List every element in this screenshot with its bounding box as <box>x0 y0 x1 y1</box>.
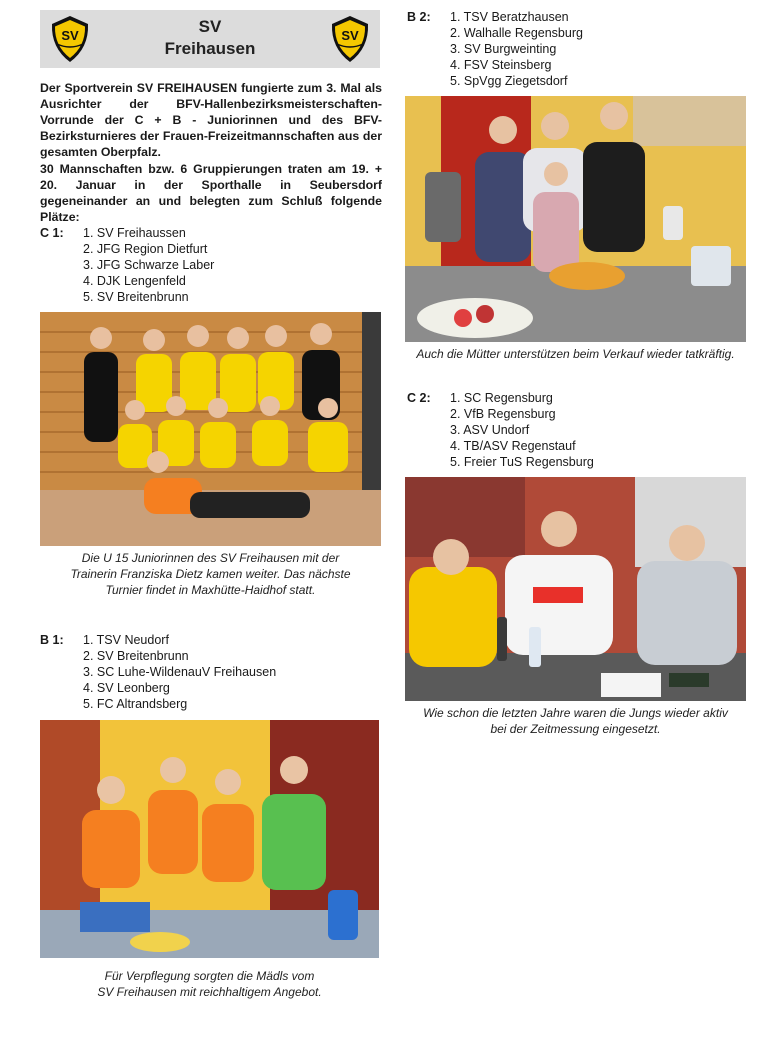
list-item: 1. SC Regensburg <box>450 391 553 405</box>
page-title-line1: SV <box>198 17 222 36</box>
group-b1-results <box>40 632 380 714</box>
caption-line: Auch die Mütter unterstützen beim Verkauf wieder tatkräftig. <box>416 347 735 361</box>
list-item: 1. SV Freihaussen <box>83 226 186 240</box>
boys-photo <box>405 477 746 701</box>
group-label: C 1: <box>40 226 64 240</box>
group-c2-results <box>407 390 747 472</box>
header-banner <box>40 10 380 68</box>
list-item: 4. SV Leonberg <box>83 681 170 695</box>
mothers-photo <box>405 96 746 342</box>
girls-photo-caption <box>40 968 379 1000</box>
caption-line: Für Verpflegung sorgten die Mädls vom <box>104 969 315 983</box>
caption-line: SV Freihausen mit reichhaltigem Angebot. <box>97 985 322 999</box>
caption-line: Wie schon die letzten Jahre waren die Jungs wieder aktiv <box>423 706 728 720</box>
group-b2-results <box>407 9 747 91</box>
girls-photo <box>40 720 379 958</box>
club-crest-icon <box>48 14 92 64</box>
caption-line: Die U 15 Juniorinnen des SV Freihausen mit der <box>81 551 340 565</box>
club-crest-icon <box>328 14 372 64</box>
list-item: 5. SpVgg Ziegetsdorf <box>450 74 568 88</box>
page-title-line2: Freihausen <box>164 39 256 58</box>
standings-list <box>83 225 214 305</box>
list-item: 3. ASV Undorf <box>450 423 530 437</box>
crest-text: SV <box>341 28 359 43</box>
list-item: 2. VfB Regensburg <box>450 407 556 421</box>
group-label: B 2: <box>407 10 431 24</box>
list-item: 2. Walhalle Regensburg <box>450 26 583 40</box>
caption-line: Turnier findet in Maxhütte-Haidhof statt. <box>105 583 316 597</box>
standings-list <box>83 632 276 712</box>
standings-list <box>450 390 594 470</box>
list-item: 5. FC Altrandsberg <box>83 697 188 711</box>
standings-list <box>450 9 583 89</box>
list-item: 3. SV Burgweinting <box>450 42 557 56</box>
intro-text <box>40 80 382 225</box>
list-item: 2. JFG Region Dietfurt <box>83 242 208 256</box>
list-item: 4. FSV Steinsberg <box>450 58 552 72</box>
intro-paragraph-1: Der Sportverein SV FREIHAUSEN fungierte zum 3. Mal als Ausrichter der BFV-Hallenbezirksmeisterschaften-Vorrunde der C + B - Juniorinnen und des BFV-Bezirksturnieres der Frauen-Freizeitmannschaften aus der gesamten Oberpfalz. <box>40 81 382 159</box>
boys-photo-caption <box>405 705 746 737</box>
list-item: 3. JFG Schwarze Laber <box>83 258 215 272</box>
team-photo-caption <box>40 550 381 598</box>
list-item: 3. SC Luhe-WildenauV Freihausen <box>83 665 277 679</box>
list-item: 4. TB/ASV Regenstauf <box>450 439 576 453</box>
caption-line: Trainerin Franziska Dietz kamen weiter. Das nächste <box>70 567 351 581</box>
caption-line: bei der Zeitmessung eingesetzt. <box>490 722 661 736</box>
list-item: 5. Freier TuS Regensburg <box>450 455 594 469</box>
list-item: 4. DJK Lengenfeld <box>83 274 186 288</box>
list-item: 5. SV Breitenbrunn <box>83 290 189 304</box>
group-label: B 1: <box>40 633 64 647</box>
page-title <box>100 16 320 60</box>
intro-paragraph-2: 30 Mannschaften bzw. 6 Gruppierungen traten am 19. + 20. Januar in der Sporthalle in Seubersdorf gegeneinander an und belegten zum Schluß folgende Plätze: <box>40 162 382 224</box>
list-item: 2. SV Breitenbrunn <box>83 649 189 663</box>
crest-text: SV <box>61 28 79 43</box>
group-c1-results <box>40 225 380 307</box>
team-photo <box>40 312 381 546</box>
list-item: 1. TSV Beratzhausen <box>450 10 569 24</box>
group-label: C 2: <box>407 391 431 405</box>
list-item: 1. TSV Neudorf <box>83 633 169 647</box>
mothers-photo-caption <box>405 346 746 362</box>
